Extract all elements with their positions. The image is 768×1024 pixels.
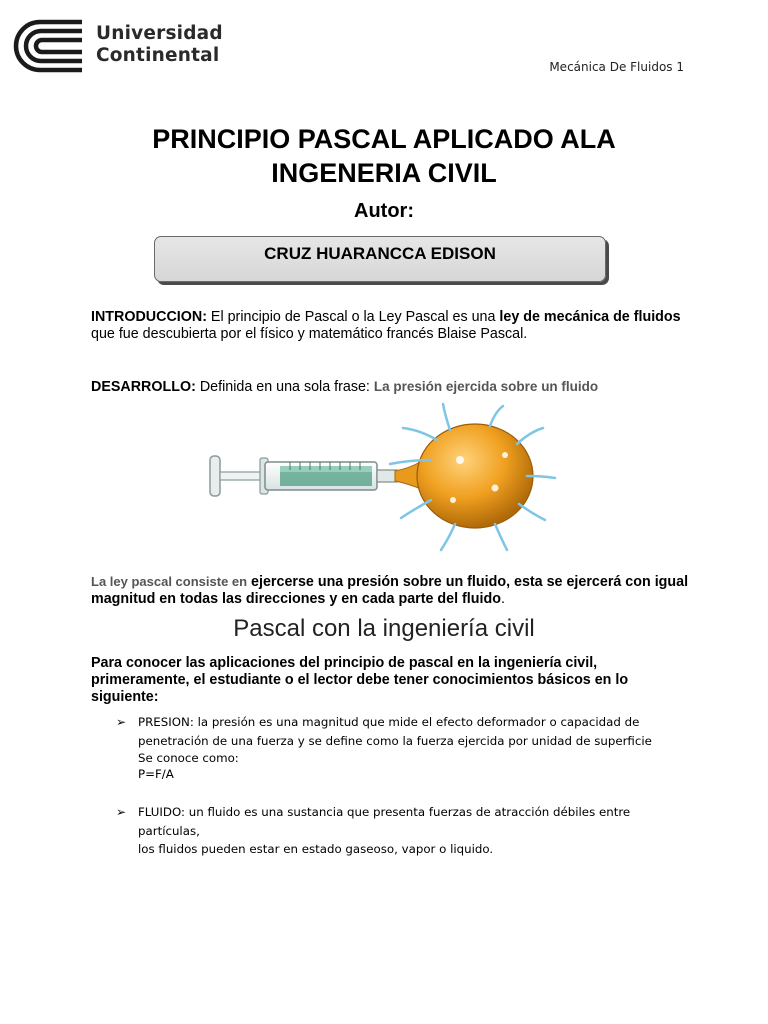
intro-label: INTRODUCCION: xyxy=(91,309,207,325)
desarrollo-paragraph xyxy=(91,378,691,396)
intro-text-1: El principio de Pascal o la Ley Pascal es una xyxy=(206,309,500,325)
presion-line-1: PRESION: la presión es una magnitud que mide el efecto deformador o capacidad de xyxy=(138,715,640,729)
balloon-icon xyxy=(395,424,533,528)
section-title: Pascal con la ingeniería civil xyxy=(233,615,535,642)
introduction-paragraph xyxy=(91,309,691,343)
desarrollo-gray: La presión ejercida sobre un fluido xyxy=(373,379,599,394)
author-name: CRUZ HUARANCCA EDISON xyxy=(264,244,496,263)
para-conocer: Para conocer las aplicaciones del principio de pascal en la ingeniería civil, primeramente, el estudiante o el lector debe tener conocimientos básicos en lo siguiente: xyxy=(91,655,629,705)
course-name: Mecánica De Fluidos 1 xyxy=(549,60,684,74)
continental-c-icon xyxy=(12,18,88,74)
syringe-balloon-illustration xyxy=(205,400,565,560)
desarrollo-label: DESARROLLO: xyxy=(91,379,196,395)
presion-line-2: penetración de una fuerza y se define como la fuerza ejercida por unidad de superficie xyxy=(138,733,652,748)
author-label: Autor: xyxy=(354,200,414,222)
ley-pascal-paragraph xyxy=(91,573,691,608)
author-box xyxy=(154,236,606,282)
ley-gray: La ley pascal consiste en xyxy=(91,574,248,589)
fluido-line-2: los fluidos pueden estar en estado gaseoso, vapor o liquido. xyxy=(138,842,494,856)
document-title xyxy=(0,122,768,190)
ley-bold: ejercerse una presión sobre un fluido, esta se ejercerá con igual magnitud en todas las direcciones y en cada parte del fluido xyxy=(91,574,689,607)
desarrollo-text: Definida en una sola frase: xyxy=(195,379,374,395)
header xyxy=(0,0,768,90)
fluido-line-1: FLUIDO: un fluido es una sustancia que presenta fuerzas de atracción débiles entre partículas, xyxy=(138,805,631,838)
logo-text xyxy=(96,23,223,67)
title-line-1: PRINCIPIO PASCAL APLICADO ALA xyxy=(152,124,616,154)
logo-line-2: Continental xyxy=(96,45,220,66)
university-logo xyxy=(12,18,223,78)
bullet-fluido-text xyxy=(138,803,693,859)
ley-end: . xyxy=(500,591,505,607)
intro-bold: ley de mecánica de fluidos xyxy=(499,309,681,325)
logo-line-1: Universidad xyxy=(96,23,223,44)
presion-formula: P=F/A xyxy=(138,767,174,781)
presion-line-3: Se conoce como: xyxy=(138,751,239,765)
bullet-presion-text xyxy=(138,713,693,782)
syringe-icon xyxy=(210,456,397,496)
arrow-bullet-icon: ➢ xyxy=(116,805,127,819)
arrow-bullet-icon: ➢ xyxy=(116,715,127,729)
intro-text-2: que fue descubierta por el físico y matemático francés Blaise Pascal. xyxy=(91,326,528,342)
title-line-2: INGENERIA CIVIL xyxy=(271,158,497,188)
